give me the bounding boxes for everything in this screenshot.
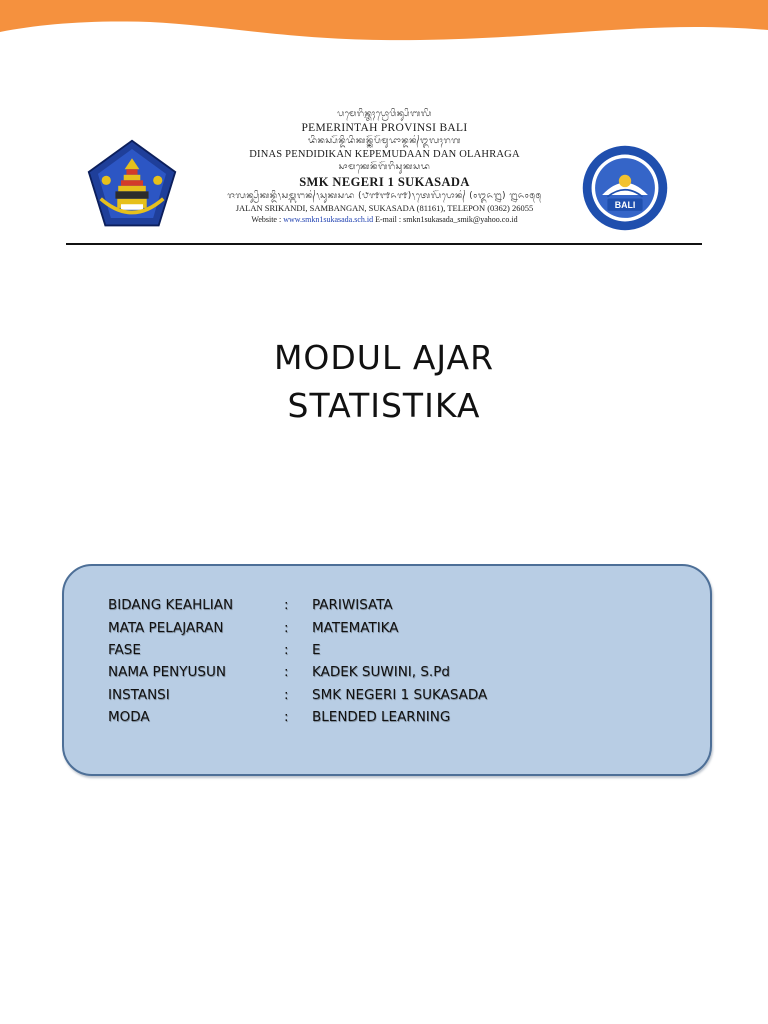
balinese-script-line: ᬧᬫᬾᬭᬶᬦ᭄ᬢᬄᬧ᭄ᬭᭀᬯᬶᬦ᭄ᬲᬶᬩᬮᬶ: [337, 109, 432, 119]
info-row-instansi: [108, 684, 487, 706]
title-line-1: MODUL AJAR: [273, 338, 495, 377]
info-value: MATEMATIKA: [312, 619, 399, 636]
info-value: E: [312, 641, 321, 658]
info-value: PARIWISATA: [312, 597, 393, 614]
balinese-script-line: ᬲᬵᬫᬓᬾᬦᭂᬕᭂᬭᬶᬲᬸᬓᬲᬤ: [338, 162, 431, 172]
info-label: INSTANSI: [108, 686, 170, 703]
info-row-moda: [108, 706, 487, 728]
seal-text: BALI: [614, 200, 636, 211]
module-info-box: [62, 564, 712, 776]
school-name: SMK NEGERI 1 SUKASADA: [299, 175, 470, 189]
balinese-script-line: ᬤᬶᬦᬲ᭄ᬧᭂᬦ᭄ᬤᬶᬤᬶᬓᬦ᭄ᬓᭂᬧᭂᬫᬸᬤᬵᬦ᭄ᬤᬦ᭄ᬑᬮᬄᬭᬕ: [307, 136, 462, 146]
info-row-fase: [108, 639, 487, 661]
letterhead-divider: [66, 243, 702, 245]
info-row-bidang-keahlian: [108, 594, 487, 616]
title-line-2: STATISTIKA: [287, 386, 481, 425]
info-value: SMK NEGERI 1 SUKASADA: [312, 686, 488, 703]
info-colon: :: [284, 619, 289, 636]
document-title: [0, 334, 768, 430]
government-name: PEMERINTAH PROVINSI BALI: [301, 122, 468, 134]
info-colon: :: [284, 641, 289, 658]
info-colon: :: [284, 664, 289, 681]
info-label: BIDANG KEAHLIAN: [108, 597, 234, 614]
info-row-mata-pelajaran: [108, 616, 487, 638]
info-label: MATA PELAJARAN: [108, 619, 224, 636]
info-colon: :: [284, 597, 289, 614]
letterhead-text: [192, 108, 577, 225]
school-address: JALAN SRIKANDI, SAMBANGAN, SUKASADA (81161), TELEPON (0362) 26055: [235, 203, 534, 213]
info-colon: :: [284, 686, 289, 703]
info-value: KADEK SUWINI, S.Pd: [312, 664, 450, 681]
contact-line: [192, 214, 577, 225]
email-text: E-mail : smkn1sukasada_smik@yahoo.co.id: [373, 215, 518, 224]
info-row-nama-penyusun: [108, 661, 487, 683]
info-label: FASE: [108, 641, 141, 658]
top-orange-wave: [0, 0, 768, 48]
info-colon: :: [284, 709, 289, 726]
letterhead: [62, 108, 704, 248]
school-seal-emblem-icon: [581, 144, 669, 232]
website-link[interactable]: www.smkn1sukasada.sch.id: [283, 215, 374, 224]
balinese-script-line: ᬚᬮᬦ᭄ᬲ᭄ᬭᬶᬓᬦ᭄ᬤᬶ᭞ᬲᬫ᭄ᬩᬗᬦ᭄᭞ᬲᬸᬓᬲᬤ (᭘᭑᭑᭖᭑)᭞ᬢᬾᬮᭂᬧᭀᬦ᭄ (᭐᭓᭖᭒) ᭒᭖᭐᭕᭕: [227, 191, 542, 201]
bali-province-emblem-icon: [86, 138, 178, 230]
info-label: NAMA PENYUSUN: [108, 664, 226, 681]
module-info-table: [108, 594, 487, 728]
website-label: Website :: [251, 215, 284, 224]
info-label: MODA: [108, 709, 150, 726]
info-value: BLENDED LEARNING: [312, 709, 451, 726]
department-name: DINAS PENDIDIKAN KEPEMUDAAN DAN OLAHRAGA: [249, 149, 520, 160]
